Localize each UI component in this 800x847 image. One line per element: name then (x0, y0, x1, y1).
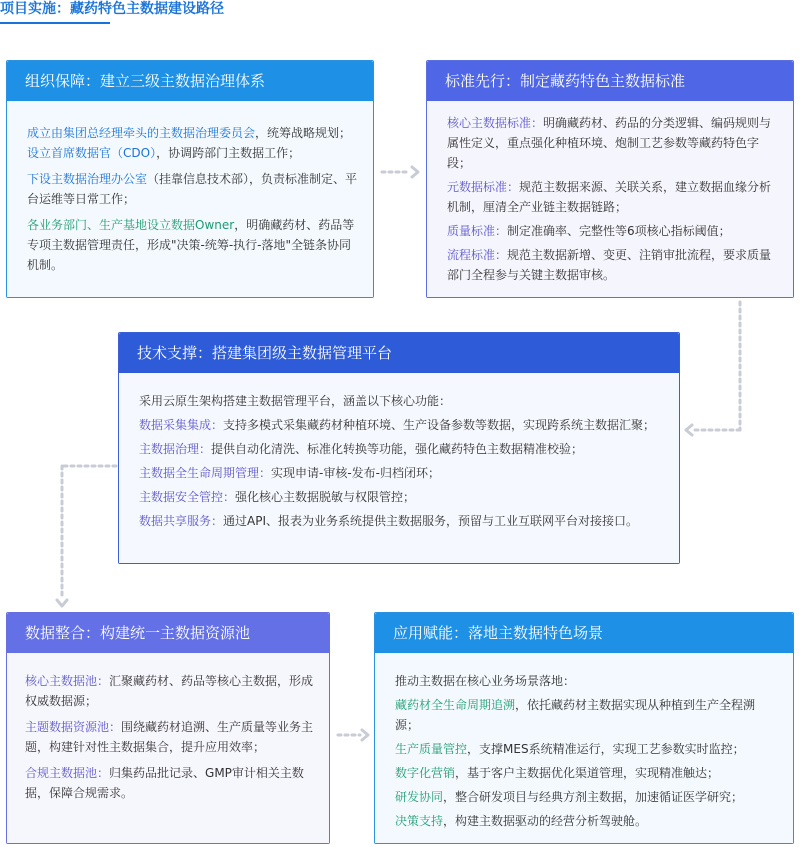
app-row-marketing (395, 763, 779, 783)
std-process-label: 流程标准： (447, 248, 508, 262)
org-paragraph-1 (27, 123, 359, 163)
tech-sharing-text: 通过API、报表为业务系统提供主数据服务，预留与工业互联网平台对接接口。 (223, 514, 639, 528)
app-decision-text: ，构建主数据驱动的经营分析驾驶舱。 (443, 814, 648, 828)
org-office-highlight: 下设主数据治理办公室 (27, 172, 148, 186)
pool-row-topic (25, 717, 315, 757)
tech-sharing-label: 数据共享服务： (139, 514, 224, 528)
org-committee-text: ，统筹战略规划； (255, 126, 352, 140)
pool-core-label: 核心主数据池： (25, 674, 110, 688)
app-quality-text: ，支撑MES系统精准运行，实现工艺参数实时监控； (467, 742, 745, 756)
card-standards-body (427, 101, 793, 297)
tech-governance-text: 提供自动化清洗、标准化转换等功能，强化藏药特色主数据精准校验； (211, 442, 584, 456)
tech-collect-text: 支持多模式采集藏药材种植环境、生产设备参数等数据，实现跨系统主数据汇聚； (223, 418, 656, 432)
card-application (374, 612, 794, 844)
tech-lifecycle-label: 主数据全生命周期管理： (139, 466, 272, 480)
pool-row-compliance (25, 763, 315, 803)
tech-lifecycle-text: 实现申请-审核-发布-归档闭环； (271, 466, 441, 480)
std-core-text: 明确藏药材、药品的分类逻辑、编码规则与属性定义，重点强化种植环境、炮制工艺参数等藏药特色字段； (447, 116, 772, 170)
app-quality-label: 生产质量管控 (395, 742, 468, 756)
std-row-core (447, 113, 779, 173)
std-quality-text: 制定准确率、完整性等6项核心指标阈值； (507, 224, 731, 238)
app-rd-text: ，整合研发项目与经典方剂主数据，加速循证医学研究； (443, 790, 744, 804)
card-technology-title: 技术支撑：搭建集团级主数据管理平台 (119, 333, 679, 373)
std-row-meta (447, 177, 779, 217)
title-underline (0, 22, 110, 24)
std-meta-text: 规范主数据来源、关联关系，建立数据血缘分析机制，厘清全产业链主数据链路； (447, 180, 772, 214)
org-owner-text: ，明确藏药材、药品等专项主数据管理责任，形成"决策-统筹-执行-落地"全链条协同机制。 (27, 218, 355, 272)
pool-compliance-label: 合规主数据池： (25, 766, 110, 780)
app-row-quality (395, 739, 779, 759)
app-row-trace (395, 695, 779, 735)
tech-collect-label: 数据采集集成： (139, 418, 224, 432)
app-marketing-label: 数字化营销 (395, 766, 456, 780)
org-office-text: （挂靠信息技术部），负责标准制定、平台运维等日常工作； (27, 172, 358, 206)
tech-governance-label: 主数据治理： (139, 442, 212, 456)
org-cdo-text: ，协调跨部门主数据工作； (156, 146, 301, 160)
pool-compliance-text: 归集药品批记录、GMP审计相关主数据，保障合规需求。 (25, 766, 304, 800)
pool-core-text: 汇聚藏药材、药品等核心主数据，形成权威数据源； (25, 674, 314, 708)
pool-row-core (25, 671, 315, 711)
app-rd-label: 研发协同 (395, 790, 444, 804)
pool-topic-label: 主题数据资源池： (25, 720, 122, 734)
tech-intro: 采用云原生架构搭建主数据管理平台，涵盖以下核心功能： (139, 394, 452, 408)
card-standards (426, 60, 794, 298)
app-decision-label: 决策支持 (395, 814, 444, 828)
std-core-label: 核心主数据标准： (447, 116, 544, 130)
page-title: 项目实施：藏药特色主数据建设路径 (0, 1, 224, 17)
card-data-pool (6, 612, 330, 844)
std-row-quality (447, 221, 779, 241)
tech-row-governance (139, 439, 665, 459)
card-data-pool-title: 数据整合：构建统一主数据资源池 (7, 613, 329, 653)
app-row-decision (395, 811, 779, 831)
pool-topic-text: 围绕藏药材追溯、生产质量等业务主题，构建针对性主数据集合，提升应用效率； (25, 720, 314, 754)
tech-security-text: 强化核心主数据脱敏与权限管控； (235, 490, 416, 504)
card-data-pool-body (7, 653, 329, 843)
card-application-body (375, 653, 793, 843)
tech-row-security (139, 487, 665, 507)
arrow-tech-to-pool (50, 460, 120, 610)
arrow-pool-to-application (334, 727, 374, 743)
card-organization-title: 组织保障：建立三级主数据治理体系 (7, 61, 373, 101)
app-row-rd (395, 787, 779, 807)
tech-row-lifecycle (139, 463, 665, 483)
tech-security-label: 主数据安全管控： (139, 490, 236, 504)
card-organization-body (7, 101, 373, 297)
std-quality-label: 质量标准： (447, 224, 508, 238)
arrow-org-to-standards (378, 164, 424, 180)
org-cdo-highlight: 设立首席数据官（CDO） (27, 146, 157, 160)
card-application-title: 应用赋能：落地主数据特色场景 (375, 613, 793, 653)
card-technology-body (119, 373, 679, 563)
std-process-text: 规范主数据新增、变更、注销审批流程，要求质量部门全程参与关键主数据审核。 (447, 248, 772, 282)
org-paragraph-3 (27, 215, 359, 275)
std-row-process (447, 245, 779, 285)
tech-row-collect (139, 415, 665, 435)
app-intro: 推动主数据在核心业务场景落地： (395, 674, 576, 688)
app-marketing-text: ，基于客户主数据优化渠道管理，实现精准触达； (455, 766, 720, 780)
org-owner-highlight: 各业务部门、生产基地设立数据Owner (27, 218, 235, 232)
card-technology (118, 332, 680, 564)
org-committee-highlight: 成立由集团总经理牵头的主数据治理委员会 (27, 126, 256, 140)
org-paragraph-2 (27, 169, 359, 209)
card-organization (6, 60, 374, 298)
arrow-standards-to-tech (680, 300, 750, 450)
card-standards-title: 标准先行：制定藏药特色主数据标准 (427, 61, 793, 101)
app-trace-text: ，依托藏药材主数据实现从种植到生产全程溯源； (395, 698, 756, 732)
std-meta-label: 元数据标准： (447, 180, 520, 194)
app-trace-label: 藏药材全生命周期追溯 (395, 698, 516, 712)
tech-row-sharing (139, 511, 665, 531)
